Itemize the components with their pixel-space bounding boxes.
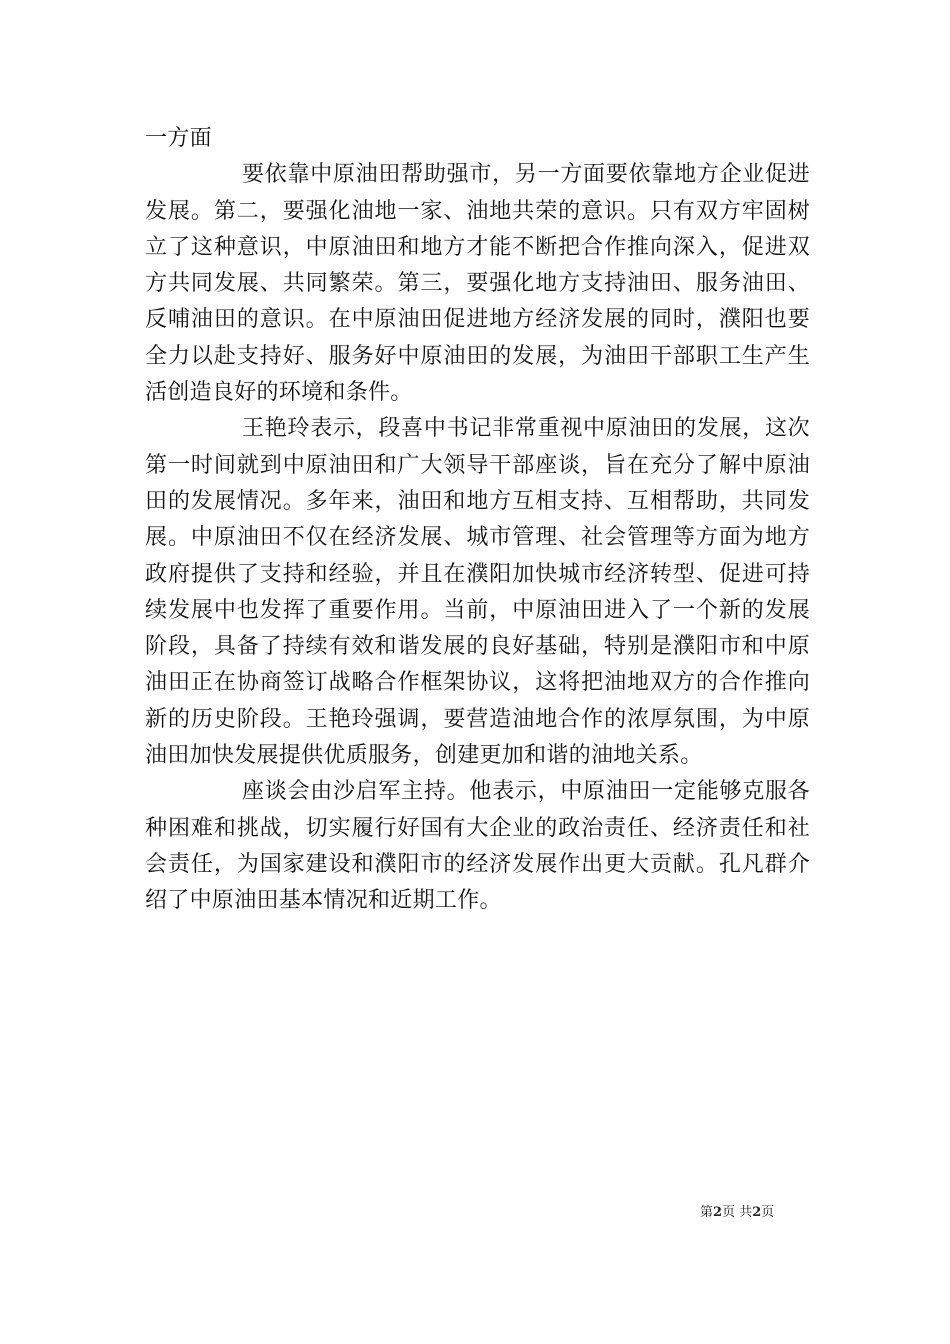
paragraph: 要依靠中原油田帮助强市，另一方面要依靠地方企业促进发展。第二，要强化油地一家、油地共荣的意识。只有双方牢固树立了这种意识，中原油田和地方才能不断把合作推向深入，促进双方共同发展、共同繁荣。第三，要强化地方支持油田、服务油田、反哺油田的意识。在中原油田促进地方经济发展的同时，濮阳也要全力以赴支持好、服务好中原油田的发展，为油田干部职工生产生活创造良好的环境和条件。 <box>145 162 810 406</box>
page-footer <box>700 1204 820 1222</box>
current-page-number: 2 <box>713 1205 723 1220</box>
footer-suffix: 页 <box>761 1205 775 1220</box>
document-body <box>145 121 810 920</box>
footer-middle: 页 共 <box>722 1205 753 1220</box>
footer-prefix: 第 <box>700 1205 714 1220</box>
paragraph: 王艳玲表示，段喜中书记非常重视中原油田的发展，这次第一时间就到中原油田和广大领导干部座谈，旨在充分了解中原油田的发展情况。多年来，油田和地方互相支持、互相帮助，共同发展。中原油田不仅在经济发展、城市管理、社会管理等方面为地方政府提供了支持和经验，并且在濮阳加快城市经济转型、促进可持续发展中也发挥了重要作用。当前，中原油田进入了一个新的发展阶段，具备了持续有效和谐发展的良好基础，特别是濮阳市和中原油田正在协商签订战略合作框架协议，这将把油地双方的合作推向新的历史阶段。王艳玲强调，要营造油地合作的浓厚氛围，为中原油田加快发展提供优质服务，创建更加和谐的油地关系。 <box>145 416 810 769</box>
paragraph: 座谈会由沙启军主持。他表示，中原油田一定能够克服各种困难和挑战，切实履行好国有大企业的政治责任、经济责任和社会责任，为国家建设和濮阳市的经济发展作出更大贡献。孔凡群介绍了中原油田基本情况和近期工作。 <box>145 779 810 914</box>
paragraph-continuation: 一方面 <box>145 126 212 151</box>
total-pages-number: 2 <box>752 1205 762 1220</box>
